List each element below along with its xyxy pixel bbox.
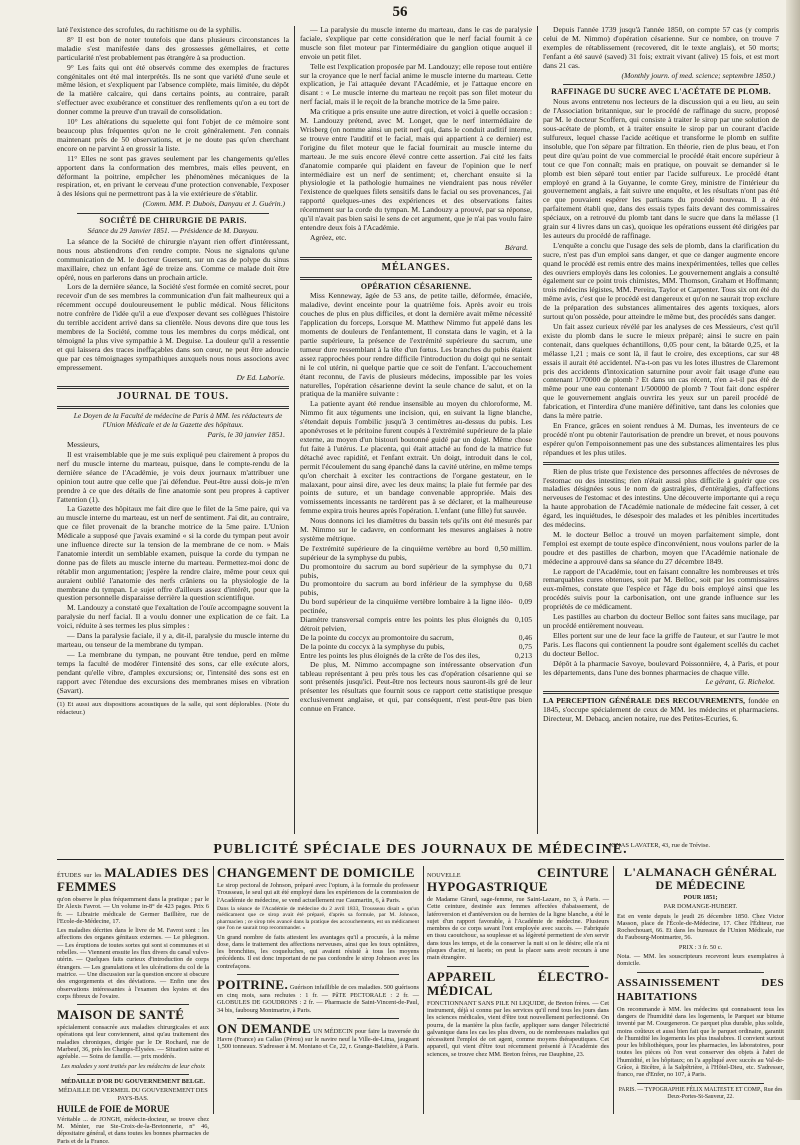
ad-text: Nota. — MM. les souscripteurs recevront leurs exemplaires à domicile. xyxy=(617,953,784,968)
divider xyxy=(237,974,399,975)
agency-address: JONAS LAVATER, 43, rue de Trévise. xyxy=(608,842,710,849)
divider xyxy=(637,1083,764,1084)
ad-author: PAR DOMANGE-HUBERT. xyxy=(663,903,738,911)
paragraph: Rien de plus triste que l'existence des personnes affectées de névroses de l'estomac ou des intestins; rien n'était aussi plus difficile à guérir que ces maladies désignées sous le nom de gastralgies, d'entéralgies, d'affections nerveuses de l'estomac et des intestins. Une découverte importante qui a reçu la haute approbation de l'Académie nationale de médecine fait cesser, à cet égard, les inquiétudes, le désespoir des malades et les pénibles incertitudes des médecins. xyxy=(543,466,779,530)
measurement-value: 0,68 xyxy=(518,579,532,589)
ad-text: On recommande à MM. les médecins qui connaissent tous les dangers de l'humidité dans les logements, le Parquet sur bitume inventé par M. Courgeneron. Ce parquet plus durable, plus solide, moins coûteux et aussi bien fait que le parquet ordinaire, garantit de l'humidité les logements les plus insalubres. Il convient surtout pour les bibliothèques, pour les pharmacies, les laboratoires, pour toutes les pièces où l'on veut conserver des objets à l'abri de l'humidité, et les hôpitaux; on l'a appliqué avec succès au Val-de-Grâce, à Bicêtre, à la Salpêtrière, à l'Hôtel-Dieu, etc. S'adresser, franco, rue d'Enfer, no 107, à Paris. xyxy=(617,1005,784,1079)
ad-text: qu'on observe le plus fréquemment dans la pratique ; par le Dr Alexis Favrot. — Un volume in-8° de 423 pages. Prix 6 fr. — Librairie médicale de Germer Baillière, rue de l'Ecole-de-Médecine, 17. xyxy=(57,896,209,925)
paragraph: M. le docteur Belloc a trouvé un moyen parfaitement simple, dont l'emploi est exempt de toute espèce d'inconvénient, nous voulons parler de la poudre et des pastilles de charbon, moyen que l'Académie nationale de médecine a approuvé dans sa séance du 27 décembre 1849. xyxy=(543,529,779,566)
gerant-signature: Le gérant, G. Richelot. xyxy=(705,677,775,687)
measurement-value: 0,213 xyxy=(514,650,532,660)
ad-text: Les maladies décrites dans le livre de M. Favrot sont : les affections des organes génitaux externes. — Le phlegmon. — Les éruptions de toutes sortes qui sont si communes et si rebelles. — Viennent ensuite les flux divers du canal vulvo-utérin. — Quelques faits curieux d'introduction de corps étrangers. — Les granulations et les ulcérations du col de la matrice. — Une discussion sur la question encore si obscure des engorgements et des déviations. — Enfin une des observations intéressantes à l'examen des kystes et des corps fibreux de l'ovaire. xyxy=(57,927,209,1000)
ad-text: de Madame Girard, sage-femme, rue Saint-Lazare, no 3, à Paris. — Cette ceinture, destinée aux femmes affectées d'abaissement, de latéroversion et d'antéversion ou de hernies de la ligne blanche, a été le sujet d'un rapport favorable, à l'Académie de médecine. Plusieurs membres de ce corps savant l'ont employée avec succès. — Fabriquée en tissu caoutchouc, sa souplesse et sa légèreté permettent de s'en servir dans tous les temps, et de la conserver la nuit si on le désire; elle n'a ni plaques d'acier, ni lacets; on peut la placer sans avoir recours à une main étrangère. xyxy=(427,896,609,962)
ad-text: Les malades y sont traités par les médecins de leur choix xyxy=(61,1062,205,1070)
paragraph: Nous avons entretenu nos lecteurs de la discussion qui a eu lieu, au sein de l'Association britannique, sur le procédé de raffinage du sucre, proposé par M. le docteur Scoffern, qui consiste à traiter le sirop par une solution de sous-acétate de plomb, et à traiter ensuite le sirop par un courant d'acide sulfureux, lequel chasse l'acide acétique et transforme le plomb en sulfite insoluble, que l'on sépare par filtration. En théorie, rien de plus beau, et l'on peut dire qu'au point de vue commercial le procédé était encore supérieur à tout ce que l'on connaît; mais en pratique, on pouvait se demander si le plomb est bien séparé tout entier par l'acide sulfureux. Le procédé étant employé en grand à la Guyanne, le comte Grey, ministre de l'intérieur du gouvernement anglais, a fait suivre une enquête, et les résultats n'ont pas été ce que pouvaient espérer les partisans du procédé nouveau. Il a été parfaitement établi que, dans des essais types faits devant des commissaires spéciaux, on a retrouvé du plomb tant dans le sucre que dans la mélasse (1 grain sur 4 livres dans un cas), quoique les opérations eussent été dirigées par les auteurs du procédé de raffinage. xyxy=(543,97,779,240)
ad-medal-2: MÉDAILLE DE VERMEIL DU GOUVERNEMENT DES PAYS-BAS. xyxy=(58,1087,208,1102)
ad-text: Véritable ... de JONGH, médecin-docteur, se trouve chez M. Ménier, rue Ste-Croix-de-la-Bretonnerie, n° 46, dépositaire général, et dans toutes les bonnes pharmacies de Paris et de la France. xyxy=(57,1115,209,1145)
ads-area xyxy=(57,862,784,1145)
attribution: (Comm. MM. P. Dubois, Danyau et J. Guérin.) xyxy=(142,199,285,209)
letter-address: Le Doyen de la Faculté de médecine de Paris à MM. les rédacteurs de l'Union Médicale et de la Gazette des hôpitaux. xyxy=(73,411,283,430)
paragraph: Miss Kenneway, âgée de 53 ans, de petite taille, déformée, émaciée, maladive, devint enceinte pour la quatrième fois. Après avoir eu trois couches de plus en plus difficiles, et dont la dernière avait même nécessité l'application du forceps, Lorsque M. Matthew Nimmo fut appelé dans les moments de douleurs de l'enfantement, Il constata dans le vagin, et à la partie supérieure, la présence de l'extrémité supérieure du sacrum, une tumeur dure ressemblant à la tête d'un fœtus. Les branches du pubis étaient assez rapprochées pour rendre difficile l'introduction du doigt qui ne sentait ni le col utérin, ni quelque partie que ce soit de l'enfant. L'accouchement étant reconnu, de l'avis de plusieurs médecins, impossible par les voies naturelles, l'opération césarienne devint la seule chance de salut, et on la pratiqua de la manière suivante : xyxy=(300,291,532,399)
ad-text: UN MÉDECIN pour faire la traversée du Havre (France) au Callao (Pérou) sur le navire neuf la Ville-de-Lima, jaugeant 1,500 tonneaux. S'adresser à M. Montano et Ce, 22, r. Grange-Batelière, à Paris. xyxy=(217,1027,419,1051)
paragraph: Elles portent sur une de leur face la griffe de l'auteur, et sur l'autre le mot Paris. Les flacons qui contiennent la poudre sont également scellés du cachet du docteur Belloc. xyxy=(543,630,779,658)
ad-headline: L'ALMANACH GÉNÉRAL DE MÉDECINE xyxy=(624,865,777,892)
page-number: 56 xyxy=(392,4,408,20)
paragraph: Telle est l'explication proposée par M. Landouzy; elle repose tout entière sur la croyance que le nerf facial anime le muscle interne du marteau. Cette explication, je l'ai attaquée devant l'Académie, et je l'attaque encore en disant : « Le muscle interne du marteau ne reçoit pas son filet moteur du nerf facial, mais il le reçoit de la branche motrice de la 5me paire. xyxy=(300,61,532,107)
ad-headline: CEINTURE HYPOGASTRIQUE xyxy=(427,865,609,894)
ad-year: POUR 1851; xyxy=(683,894,718,901)
paragraph: Depuis l'année 1739 jusqu'à l'année 1850, on compte 57 cas (y compris celui de M. Nimmo) d'opération césarienne. Sur ce nombre, on trouve 7 exemples de rétablissement (recovered, dit le texte anglais), et 50 morts; l'enfant a été sauvé (saved) 31 fois; extrait vivant (alive) 15 fois, et est mort dans 21 cas. xyxy=(543,25,779,70)
letter-date: Paris, le 30 janvier 1851. xyxy=(207,430,285,440)
ad-headline: ON DEMANDE xyxy=(217,1020,312,1036)
column-rule xyxy=(294,26,295,834)
divider xyxy=(77,1074,189,1075)
measurements-table xyxy=(300,545,532,661)
divider xyxy=(237,1018,399,1019)
section-title: MÉLANGES. xyxy=(381,261,451,273)
paragraph: La Gazette des hôpitaux me fait dire que le filet de la 5me paire, qui va au muscle interne du marteau, est un nerf de sentiment. J'ai dit, au contraire, que ce filet provenait de la branche motrice de la 5me paire. L'Union Médicale a supposé que j'avais examiné « si la corde du tympan peut avoir une influence directe sur la tension de la membrane de ce nom. » Mais l'anatomie interdit un semblable examen, puisque la corde du tympan ne donne pas de filets au muscle interne du marteau. Permettez-moi donc de rétablir mon argumentation; j'espère la rendre claire, même pour ceux qui auraient oublié l'anatomie des nerfs crâniens ou la physiologie de la membrane du tympan. Le sujet offre d'ailleurs assez d'intérêt, pour que la question personnelle disparaisse derrière la question scientifique. xyxy=(57,504,289,603)
measurement-row xyxy=(300,616,532,634)
divider xyxy=(57,406,289,409)
signature: Dr Ed. Laborie. xyxy=(236,372,285,382)
paragraph: — La paralysie du muscle interne du marteau, dans le cas de paralysie faciale, s'explique par cette considération que le nerf facial fournit à ce muscle son filet moteur par l'intermédiaire du ganglion otique auquel il envoie un petit filet. xyxy=(300,25,532,61)
paragraph: 8° Il est bon de noter toutefois que dans plusieurs circonstances la maladie s'est manifestée dans des grossesses gémellaires, et cette particularité n'est probablement pas étrangère à sa production. xyxy=(57,34,289,62)
ad-headline: APPAREIL ÉLECTRO-MÉDICAL xyxy=(427,968,609,998)
ad-headline: MALADIES DES FEMMES xyxy=(57,865,210,894)
measurement-value: 0,09 xyxy=(518,597,532,607)
measurement-row xyxy=(300,580,532,598)
paragraph: La séance de la Société de chirurgie n'ayant rien offert d'intéressant, nous nous abstiendrons d'en rendre compte. Nous ne signalons qu'une communication de M. le docteur Guersent, sur un cas de polype du sinus maxillaire, chez un enfant âgé de treize ans. Comme ce malade doit être opéré, nous en parlerons dans un prochain article. xyxy=(57,236,289,282)
column-3 xyxy=(543,26,779,836)
paragraph: 9° Les faits qui ont été observés comme des exemples de fractures congénitales ont été mal interprétés. Ils ne sont que variété d'une seule et même lésion, et s'expliquent par l'absence complète, mais limitée, du dépôt de la matière calcaire, qui dans certains points, au contraire, paraît s'effectuer avec exubérance et constituer des renflements qu'on a eu tort de donner comme la preuve d'un travail de consolidation. xyxy=(57,62,289,117)
ad-text: Guérison infaillible de ces maladies. 500 guérisons en cinq mois, sans rechutes : 1 fr. — PâTE PECTORALE : 2 fr. — GLOBULES DE GOUDRONS : 2 fr. — Pharmacie de Saint-Vincent-de-Paul, 34 bis, faubourg Montmartre, à Paris. xyxy=(217,984,420,1014)
measurement-value: 0,71 xyxy=(518,561,532,571)
measurement-row xyxy=(300,545,532,563)
closing: Agréez, etc. xyxy=(310,232,347,242)
divider xyxy=(447,966,589,967)
paragraph: De plus, M. Nimmo accompagne son intéressante observation d'un tableau représentant à peu près tous les cas d'opération césarienne qui se sont présentés jusqu'ici. Peut-être nos lecteurs nous sauront-ils gré de leur présenter les résultats que fournit sous ce rapport cette statistique presque exclusivement anglaise, et qui, par conséquent, n'est peut-être pas bien connue en France. xyxy=(300,659,532,714)
article-title: OPÉRATION CÉSARIENNE. xyxy=(360,281,472,291)
page-edge xyxy=(786,0,800,1100)
salutation: Messieurs, xyxy=(67,440,100,450)
ad-headline: CHANGEMENT DE DOMICILE xyxy=(217,865,415,880)
ad-text: Le sirop pectoral de Johnson, préparé avec l'opium, à la formule du professeur Trousseau, le seul qui ait été employé dans les expériences de la commission de l'Académie de médecine, se vend actuellement rue Caumartin, 6, à Paris. xyxy=(217,882,419,904)
measurement-label: De la pointe du coccyx au promontoire du sacrum, xyxy=(300,632,454,642)
section-title: SOCIÉTÉ DE CHIRURGIE DE PARIS. xyxy=(99,216,247,226)
paragraph: Il est vraisemblable que je me suis expliqué peu clairement à propos du nerf du muscle interne du marteau, puisque, dans le compte-rendu de la dernière séance de l'Académie, je vois deux journaux m'attribuer une opinion tout autre que celle que j'ai défendue. Peut-être aussi dois-je m'en prendre à ce que des détails de fine anatomie sont peu propres à captiver l'attention (1). xyxy=(57,449,289,504)
paragraph: Le rapport de l'Académie, tout en faisant connaître les nombreuses et très remarquables cures obtenues, soit par M. Belloc, soit par les commissaires eux-mêmes, constate que l'espèce et l'âge du bois employé ainsi que les procédés suivis pour la carbonisation, ont une grande influence sur les propriétés de ce médicament. xyxy=(543,566,779,612)
paragraph: Nous donnons ici les diamètres du bassin tels qu'ils ont été mesurés par M. Nimmo sur le cadavre, en conformant les mesures anglaises à notre système métrique. xyxy=(300,516,532,543)
section-subtitle: Séance du 29 Janvier 1851. — Présidence de M. Danyau. xyxy=(87,226,259,236)
paragraph: — La membrane du tympan, ne pouvant être tendue, perd en même temps la faculté de modérer l'intensité des sons, car elle exécute alors, pendant qu'elle vibre, d'amples excursions; or, l'intensité des sons est en rapport avec l'étendue des excursions des membranes mises en vibration (Savart). xyxy=(57,649,289,695)
paragraph: 11° Elles ne sont pas graves seulement par les changements qu'elles apportent dans la conformation des membres, mais elles peuvent, en déformant la poitrine, empêcher les phénomènes mécaniques de la respiration, et, en privant le cerveau d'une protection convenable, l'exposer à des lésions qui ne permettront pas à la vie extérieure de s'établir. xyxy=(57,153,289,199)
measurement-label: De l'extrémité supérieure de la cinquième vertèbre au bord supérieur de la symphyse du pubis, xyxy=(300,543,489,562)
ad-column-4 xyxy=(617,866,784,1116)
divider xyxy=(543,691,779,694)
divider xyxy=(300,277,532,280)
footnote: (1) Et aussi aux dispositions acoustiques de la salle, qui sont déplorables. (Note du rédacteur.) xyxy=(57,698,289,717)
measurement-value: 0,75 xyxy=(518,641,532,651)
paragraph: laté l'existence des scrofules, du rachitisme ou de la syphilis. xyxy=(57,25,242,34)
column-rule xyxy=(537,26,538,834)
measurement-row xyxy=(300,598,532,616)
paragraph: Un fait assez curieux révélé par les analyses de ces Messieurs, c'est qu'il existe du plomb dans le sucre le mieux préparé; ainsi le sucre en pain contenait, dans quelques échantillons, 0,05 pour cent, la bâtarde 0,25, et la mélasse 1,21 ; mais ce sont là, il faut le croire, des exceptions, car sur 48 essais il aurait été accidentel. N'a-t-on pas vu les lotes illustres de Claremont pris des accidents d'intoxication saturnine pour avoir fait usage d'une eau contenant 1/70000 de plomb ? Et dans un cas récent, n'en a-t-il pas été de même pour une eau contenant 1/500000 de plomb ? Tout fait donc espérer que le gouvernement anglais ouvrira les yeux sur un pareil procédé de fabrication, et l'interdira d'une manière définitive, tant dans les colonies que dans la mère patrie. xyxy=(543,322,779,421)
ad-column-2 xyxy=(217,866,419,1116)
ad-column-3 xyxy=(427,866,609,1116)
ad-intro: ÉTUDES sur les xyxy=(57,872,102,879)
column-2 xyxy=(300,26,532,836)
measurement-label: Diamètre transversal compris entre les points les plus éloignés du détroit pelvien, xyxy=(300,615,509,633)
divider xyxy=(57,386,289,389)
measurement-label: Du promontoire du sacrum au bord inférieur de la symphyse du pubis, xyxy=(300,579,513,598)
ad-headline: HUILE de FOIE de MORUE xyxy=(57,1103,170,1114)
measurement-label: Du promontoire du sacrum au bord supérieur de la symphyse du pubis, xyxy=(300,561,513,580)
ads-title: PUBLICITÉ SPÉCIALE DES JOURNAUX DE MÉDECINE. xyxy=(213,841,628,857)
paragraph: M. Landouzy a constaté que l'exaltation de l'ouïe accompagne souvent la paralysie du nerf facial. Il a voulu donner une explication de ce fait. La voici, réduite à ses termes les plus simples : xyxy=(57,603,289,631)
paragraph: Lors de la dernière séance, la Société s'est formée en comité secret, pour recevoir d'un de ses membres la communication d'un fait malheureux qui a récemment occupé douloureusement le public médical. Nous félicitons notre confrère de l'idée qu'il a eue d'exposer devant ses collègues l'histoire du terrible accident arrivé dans sa clientèle. Nous devons dire que tous les membres de la Société, comme tous les membres du corps médical, ont témoigné la plus vive sympathie à M. Deguise. La douleur qu'il a ressentie et qui laissera des traces ineffaçables dans son cœur, ne peut être adoucie que par ces témoignages sympathiques auxquels nous nous associons avec empressement. xyxy=(57,282,289,372)
divider xyxy=(77,1004,189,1005)
paragraph: Les pastilles au charbon du docteur Belloc sont faites sans mucilage, par un procédé entièrement nouveau. xyxy=(543,612,779,630)
paragraph: L'enquête a conclu que l'usage des sels de plomb, dans la clarification du sucre, n'est pas d'un emploi sans danger, et que ce danger augmente encore quand le procédé est remis entre des mains inexpérimentées, telles que celles des ouvriers employés dans les colonies. Le gouvernement anglais a consulté également sur ce point trois chimistes, MM. Thomson, Graham et Hoffmann; trois médecins légistes, MM. Pereira, Taylor et Carpenter. Tous six ont été du même avis, c'est que le procédé est dangereux et qu'on ne saurait trop exclure de la préparation des substances alimentaires des agents toxiques, alors surtout qu'on possède, pour atteindre le même but, des procédés sans danger. xyxy=(543,240,779,322)
paragraph: En France, grâces en soient rendues à M. Dumas, les inventeurs de ce procédé n'ont pu obtenir l'autorisation de prendre un brevet, et nous pouvons espérer qu'on l'empoisonnement pas une des substances alimentaires les plus répandues et les plus utiles. xyxy=(543,420,779,457)
divider xyxy=(637,972,764,973)
measurement-label: Entre les points les plus éloignés de la crête de l'os des iles, xyxy=(300,650,480,660)
article-title: RAFFINAGE DU SUCRE AVEC L'ACÉTATE DE PLOMB. xyxy=(551,87,771,97)
ad-price: PRIX : 3 fr. 50 c. xyxy=(678,943,723,951)
section-title: JOURNAL DE TOUS. xyxy=(116,391,230,403)
divider xyxy=(543,462,779,465)
printer-imprint: PARIS. — TYPOGRAPHIE FÉLIX MALTESTE ET COMP., Rue des Deux-Portes-St-Sauveur, 22. xyxy=(618,1086,783,1100)
ad-column-1 xyxy=(57,865,210,1145)
notice-text: fondée en 1845, s'occupe spécialement de ceux de MM. les médecins et pharmaciens. Directeur, M. Debacq, ancien notaire, rue des Petites-Ecuries, 6. xyxy=(543,696,780,724)
measurement-value: 0,50 millim. xyxy=(494,543,532,553)
ad-headline: POITRINE. xyxy=(217,977,289,992)
measurement-label: Du bord supérieur de la cinquième vertèbre lombaire à la ligne iléo-pectinée, xyxy=(300,597,513,616)
source: (Monthly journ. of med. science; septembre 1850.) xyxy=(621,70,775,80)
notice-title: LA PERCEPTION GÉNÉRALE DES RECOUVREMENTS, xyxy=(543,696,745,706)
paragraph: 10° Les altérations du squelette qui font l'objet de ce mémoire sont beaucoup plus fréquentes qu'on ne le croit généralement. J'en connais maintenant près de 50 observations, et je ne doute pas qu'en cherchant encore on ne parvint à en grossir la liste. xyxy=(57,117,289,153)
column-rule xyxy=(613,866,614,1114)
column-rule xyxy=(213,866,214,1114)
column-1 xyxy=(57,26,289,836)
divider xyxy=(77,213,269,214)
measurement-value: 0,105 xyxy=(514,615,532,625)
ad-medal: MÉDAILLE D'OR DU GOUVERNEMENT BELGE. xyxy=(61,1077,205,1085)
paragraph: Dépôt à la pharmacie Savoye, boulevard Poissonnière, 4, à Paris, et pour les départements, dans l'une des bonnes pharmacies de chaque ville. xyxy=(543,658,779,677)
ad-text: Dans la séance de l'Académie de médecine du 2 avril 1833, Trousseau disait « qu'un médicament que ce sirop avait été préparé, d'après sa formule, par M. Johnson, pharmacien ; ce sirop très avancé dans la pratique des accouchements, est un médicament que l'on ne saurait trop recommander. » xyxy=(217,905,419,932)
measurement-label: De la pointe du coccyx à la symphyse du pubis, xyxy=(300,641,445,651)
column-rule xyxy=(423,866,424,1114)
measurement-value: 0,46 xyxy=(518,632,532,642)
ad-text: FONCTIONNANT SANS PILE NI LIQUIDE, de Breton frères. — Cet instrument, déjà si connu par les services qu'il rend tous les jours dans les sciences médicales, vient d'être tout nouvellement perfectionné. On pourra, de la manière la plus facile, appliquer sans danger l'électricité galvanique dans les cas les plus divers, ou de nombreuses maladies qui nécessitent l'emploi de cet agent, comme moyens thérapeutiques. Cet appareil, qui vient d'être tout récemment présenté à l'Académie des sciences, se trouve chez MM. Breton frères, rue Dauphine, 23. xyxy=(427,999,609,1058)
ad-headline: ASSAINISSEMENT DES HABITATIONS xyxy=(617,976,784,1003)
ad-text: Un grand nombre de faits attestent les avantages qu'il a procurés, à la même dose, dans le traitement des affections nerveuses, ainsi que les toux opiniâtres, les bronchites, les coqueluches, qui avaient résisté à tous les moyens précédents. Il est donc important de ne pas confondre le sirop Johnson avec les contrefaçons. xyxy=(217,933,419,970)
paragraph: La patiente ayant été rendue insensible au moyen du chloroforme, M. Nimmo fit aux téguments une incision, qui, en suivant la ligne blanche, s'étendait depuis l'ombilic jusqu'à 3 centimètres au-dessus du pubis. Les aponévroses et le péritoine furent coupés à l'extrémité supérieure de la plaie externe, au moyen d'un bistouri boutonné guidé par un doigt. Même chose fut faite à l'utérus. Le placenta, qui était attaché au fond de la matrice fut détaché avec rapidité, et l'enfant extrait. Un doigt, introduit dans le col, permit l'écoulement du sang épanché dans la cavité utérine, en même temps qu'on cherchait à exciter les contractions de l'organe gestateur, en le malaxant, pour ainsi dire, avec les deux mains; la plaie fut fermée par des points de suture, et un bandage convenable appropriée. Mais des vomissements incessants ne tardèrent pas à se déclarer, et la malheureuse femme expira trois heures après l'opération. L'enfant (une fille) fut sauvée. xyxy=(300,399,532,516)
divider xyxy=(563,84,759,85)
ad-text: spécialement consacrée aux maladies chirurgicales et aux opérations qui leur conviennent, ainsi qu'au traitement des maladies chroniques, dirigée par le Dr Rochard, rue de Marbeuf, 36, près les Champs-Élysées. — Situation saine et agréable. — Soins de famille. — prix modérés. xyxy=(57,1024,209,1061)
divider xyxy=(300,257,532,260)
ad-intro: NOUVELLE xyxy=(427,872,461,879)
paragraph: — Dans la paralysie faciale, il y a, dit-il, paralysie du muscle interne du marteau, ou tenseur de la membrane du tympan. xyxy=(57,631,289,649)
signature: Bérard. xyxy=(504,242,528,252)
ad-text: Est en vente depuis le jeudi 26 décembre 1850. Chez Victor Masson, place de l'École-de-Médecine, 17. Chez l'Éditeur, rue Rochechouart, 66. Et dans les bureaux de l'Union Médicale, rue du Faubourg-Montmartre, 56. xyxy=(617,912,784,942)
ad-headline: MAISON DE SANTÉ xyxy=(57,1007,185,1023)
paragraph: Ma critique a pris ensuite une autre direction, et voici à quelle occasion : M. Landouzy prétend, avec M. Longet, que le nerf intermédiaire de Wrisberg (on nomme ainsi un petit nerf qui, dans le conduit auditif interne, se trouve entre l'auditif et le facial, mais qui appartient à ce dernier) est l'origine du filet moteur que le facial fournirait au muscle interne du marteau. Je me suis encore élevé contre cette assertion. J'ai cité les faits d'anatomie comparée qui plaident en faveur de l'opinion que le nerf intermédiaire est un nerf de sentiment; et, cherchant ensuite si la physiologie et la pathologie humaines ne viendraient pas nous révéler l'existence de quelques filets sensitifs dans le facial ou ses provenances, j'ai rapporté quelques-unes des expériences et des observations faites récemment sur la corde du tympan. M. Landouzy a prouvé, par sa réponse, qu'il n'avait pas bien saisi le sens de cet argument, que je n'ai pas voulu faire entendre deux fois à l'Académie. xyxy=(300,107,532,232)
measurement-row xyxy=(300,563,532,581)
